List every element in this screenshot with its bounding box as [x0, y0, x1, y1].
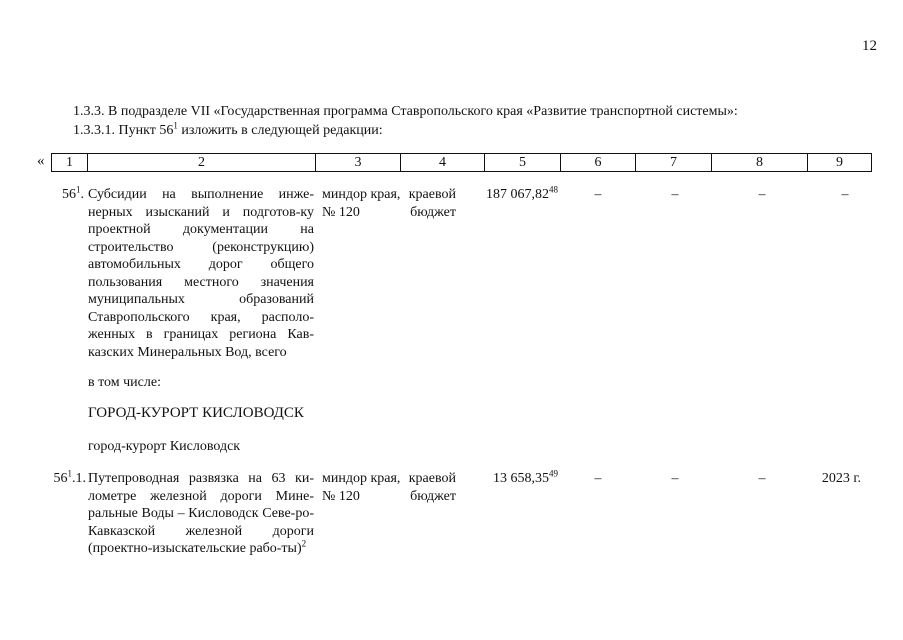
row1-col9: – [841, 187, 849, 202]
row1-source-2: бюджет [410, 204, 456, 220]
header-col-1: 1 [52, 154, 88, 172]
row1-amount-value: 187 067,82 [486, 187, 549, 202]
row1-col7: – [671, 187, 679, 202]
row1-col8: – [758, 187, 766, 202]
row2-number-sup: 1 [67, 468, 72, 479]
city-subheading: город-курорт Кисловодск [88, 439, 241, 454]
row1-number-post: . [80, 187, 84, 202]
row2-amount-sup: 49 [549, 468, 558, 479]
row1-number [50, 186, 84, 204]
header-col-2: 2 [88, 154, 316, 172]
row1-amount-sup: 48 [549, 184, 558, 195]
row2-description [88, 470, 314, 558]
row2-source-1: краевой [408, 471, 456, 486]
intro-line-2-pre: 1.3.3.1. Пункт 56 [73, 123, 174, 138]
intro-line-1: 1.3.3. В подразделе VII «Государственная программа Ставропольского края «Развитие транспортной системы»: [73, 104, 738, 119]
row1-number-base: 56 [62, 187, 76, 202]
intro-line-2-post: изложить в следующей редакции: [177, 123, 383, 138]
row2-number-post: .1. [72, 471, 86, 486]
header-col-7: 7 [636, 154, 712, 172]
row2-number [50, 470, 86, 488]
header-col-3: 3 [316, 154, 401, 172]
row2-amount-value: 13 658,35 [493, 471, 549, 486]
row2-col9: 2023 г. [821, 471, 861, 486]
header-col-5: 5 [485, 154, 561, 172]
column-header-table [51, 153, 872, 172]
intro-line-2 [73, 122, 853, 141]
opening-quote: « [37, 153, 45, 169]
intro-line-2-sup: 1 [173, 120, 178, 131]
row1-amount [466, 186, 558, 204]
row2-col8: – [758, 471, 766, 486]
row2-executor: миндор края, № 120 [322, 471, 401, 504]
header-col-8: 8 [712, 154, 808, 172]
row2-amount [466, 470, 558, 488]
header-col-9: 9 [808, 154, 872, 172]
including-label: в том числе: [88, 375, 161, 390]
page-number: 12 [862, 38, 877, 54]
header-col-4: 4 [401, 154, 485, 172]
row2-source-2: бюджет [410, 488, 456, 504]
row2-description-sup: 2 [301, 538, 307, 549]
row2-col7: – [671, 471, 679, 486]
row2-description-text: Путепроводная развязка на 63 ки-лометре железной дороги Мине-ральные Воды – Кисловодск Севе-ро-Кавказской железной дороги (проектно-изыскательские рабо-ты) [88, 471, 314, 556]
row2-number-base: 56 [53, 471, 68, 486]
row2-col6: – [594, 471, 602, 486]
row1-description: Субсидии на выполнение инже-нерных изысканий и подготов-ку проектной документации на строительство (реконструкцию) автомобильных дорог общего пользования местного значения муниципальных образований Ставропольского края, располо-женных в границах региона Кав-казских Минеральных Вод, всего [88, 187, 314, 360]
row1-col6: – [594, 187, 602, 202]
intro-text [73, 103, 853, 141]
header-col-6: 6 [561, 154, 636, 172]
row1-source-1: краевой [408, 187, 456, 202]
row1-executor: миндор края, № 120 [322, 187, 401, 220]
city-heading: ГОРОД-КУРОРТ КИСЛОВОДСК [88, 405, 304, 421]
row1-number-sup: 1 [76, 184, 81, 195]
